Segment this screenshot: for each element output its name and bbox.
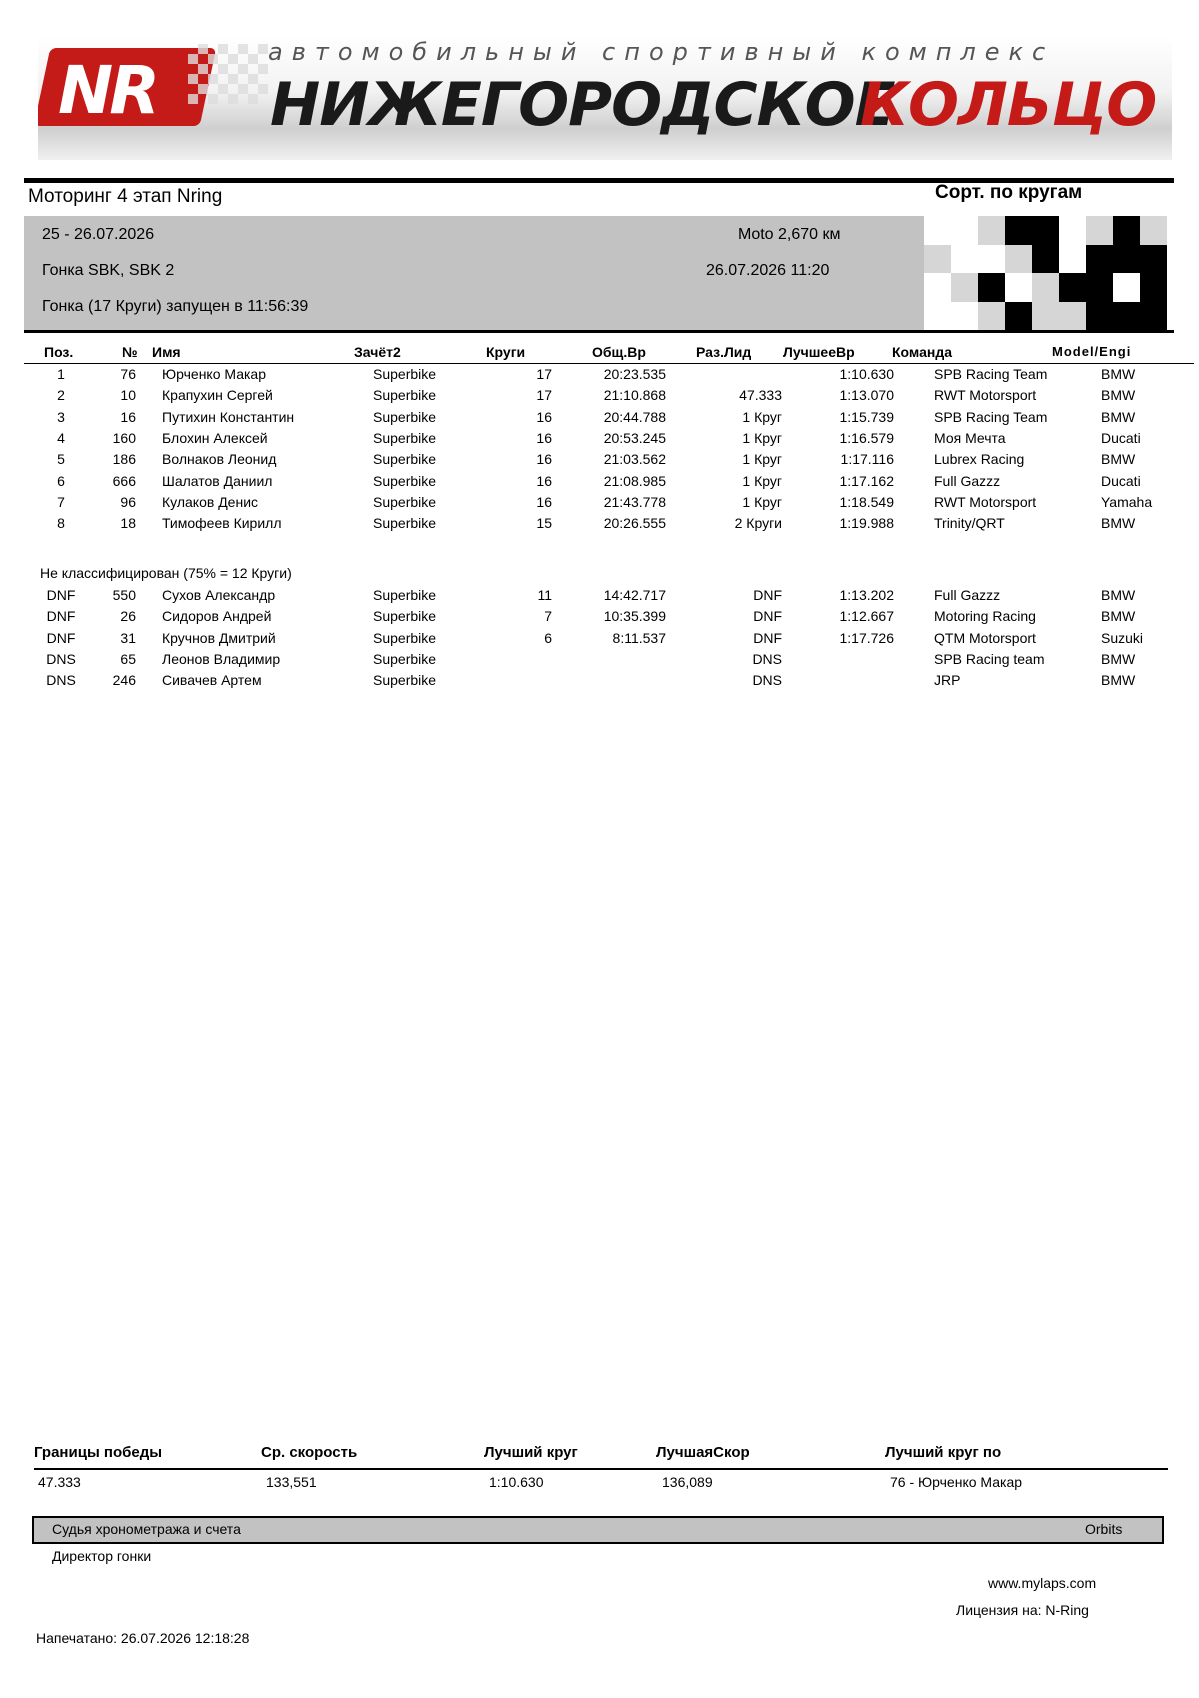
checker-square	[951, 302, 978, 331]
race-datetime: 26.07.2026 11:20	[706, 262, 830, 279]
row-rider-name: Блохин Алексей	[162, 429, 268, 446]
col-header-name: Имя	[152, 344, 181, 360]
row-rider-name: Сивачев Артем	[162, 672, 262, 689]
checker-square	[1032, 216, 1059, 245]
row-best-lap: 1:13.070	[839, 387, 894, 404]
row-laps: 16	[536, 493, 552, 510]
row-pos: DNF	[46, 608, 76, 625]
row-gap: 1 Круг	[742, 451, 782, 468]
logo-mark: NR	[58, 52, 157, 129]
row-make: BMW	[1101, 387, 1136, 404]
row-number: 666	[112, 472, 136, 489]
row-class: Superbike	[373, 451, 437, 468]
row-gap: 1 Круг	[742, 408, 782, 425]
summary-margin: 47.333	[38, 1474, 81, 1490]
checker-square	[951, 216, 978, 245]
row-make: BMW	[1101, 515, 1136, 532]
col-header-total: Общ.Вр	[592, 344, 646, 360]
checker-square	[1113, 273, 1140, 302]
row-class: Superbike	[373, 493, 437, 510]
row-number: 10	[120, 387, 136, 404]
checker-square	[1086, 302, 1113, 331]
track-length: Moto 2,670 км	[738, 226, 841, 243]
row-gap: DNS	[752, 650, 782, 667]
table-header-rule	[24, 363, 1194, 364]
row-class: Superbike	[373, 387, 437, 404]
checker-square	[1140, 273, 1167, 302]
col-header-make: Model/Engi	[1052, 344, 1132, 359]
info-rule	[24, 330, 1174, 333]
license-text: Лицензия на: N-Ring	[956, 1602, 1089, 1618]
timing-system: Orbits	[1085, 1521, 1123, 1537]
row-make: Suzuki	[1101, 629, 1144, 646]
row-rider-name: Сухов Александр	[162, 587, 276, 603]
checker-square	[1059, 302, 1086, 331]
row-rider-name: Кручнов Дмитрий	[162, 629, 276, 646]
row-gap: 1 Круг	[742, 493, 782, 510]
checker-square	[1059, 245, 1086, 274]
row-total-time: 21:43.778	[603, 493, 666, 510]
row-best-lap: 1:16.579	[839, 429, 894, 446]
row-number: 246	[112, 672, 136, 689]
row-pos: 3	[57, 408, 65, 425]
row-laps: 16	[536, 408, 552, 425]
checker-square	[924, 245, 951, 274]
row-pos: DNF	[46, 587, 76, 603]
summary-header-best-speed: ЛучшаяСкор	[656, 1444, 750, 1461]
row-best-lap: 1:17.116	[840, 451, 894, 468]
row-make: Ducati	[1101, 472, 1141, 489]
row-best-lap: 1:17.162	[839, 472, 894, 489]
row-best-lap: 1:17.726	[839, 629, 894, 646]
row-best-lap: 1:15.739	[839, 408, 894, 425]
checker-square	[1032, 302, 1059, 331]
row-number: 18	[120, 515, 136, 532]
summary-best-speed: 136,089	[662, 1474, 713, 1490]
row-rider-name: Тимофеев Кирилл	[162, 515, 282, 532]
row-make: BMW	[1101, 451, 1136, 468]
row-class: Superbike	[373, 366, 437, 382]
row-gap: DNF	[753, 587, 782, 603]
row-best-lap: 1:13.202	[839, 587, 894, 603]
row-number: 550	[112, 587, 136, 603]
race-name: Гонка SBK, SBK 2	[42, 262, 175, 279]
row-laps: 6	[544, 629, 552, 646]
row-best-lap: 1:19.988	[839, 515, 894, 532]
checker-square	[1005, 302, 1032, 331]
row-gap: DNS	[752, 672, 782, 689]
race-director-label: Директор гонки	[52, 1548, 152, 1564]
row-total-time: 20:23.535	[603, 366, 666, 382]
row-total-time: 8:11.537	[612, 629, 666, 646]
row-total-time: 14:42.717	[603, 587, 666, 603]
row-total-time: 20:53.245	[603, 429, 666, 446]
logo-name-red: КОЛЬЦО	[860, 70, 1157, 140]
row-make: BMW	[1101, 608, 1136, 625]
row-team: SPB Racing team	[934, 650, 1045, 667]
row-rider-name: Шалатов Даниил	[162, 472, 273, 489]
row-total-time: 21:10.868	[603, 387, 666, 404]
row-pos: 6	[57, 472, 65, 489]
row-class: Superbike	[373, 629, 437, 646]
row-class: Superbike	[373, 650, 437, 667]
summary-best-lap: 1:10.630	[489, 1474, 544, 1490]
row-team: JRP	[934, 672, 961, 689]
row-rider-name: Волнаков Леонид	[162, 451, 277, 468]
row-pos: DNS	[46, 650, 76, 667]
row-number: 186	[112, 451, 136, 468]
checker-square	[978, 273, 1005, 302]
row-team: Full Gazzz	[934, 587, 1001, 603]
row-laps: 16	[536, 429, 552, 446]
col-header-no: №	[122, 344, 138, 360]
row-class: Superbike	[373, 429, 437, 446]
summary-avg-speed: 133,551	[266, 1474, 317, 1490]
row-pos: 7	[57, 493, 65, 510]
checker-square	[1140, 302, 1167, 331]
row-laps: 15	[536, 515, 552, 532]
row-make: Ducati	[1101, 429, 1141, 446]
logo-name-black: НИЖЕГОРОДСКОЕ	[270, 70, 895, 140]
row-class: Superbike	[373, 587, 437, 603]
row-team: Motoring Racing	[934, 608, 1036, 625]
row-make: BMW	[1101, 587, 1136, 603]
checker-square	[1086, 216, 1113, 245]
row-number: 16	[120, 408, 136, 425]
row-make: BMW	[1101, 366, 1136, 382]
checker-square	[1059, 216, 1086, 245]
summary-rule	[34, 1468, 1168, 1470]
row-gap: 1 Круг	[742, 472, 782, 489]
checker-square	[1032, 273, 1059, 302]
not-classified-label: Не классифицирован (75% = 12 Круги)	[40, 565, 292, 581]
row-rider-name: Сидоров Андрей	[162, 608, 272, 625]
row-team: SPB Racing Team	[934, 366, 1048, 382]
row-number: 65	[120, 650, 136, 667]
logo-tagline: автомобильный спортивный комплекс	[268, 38, 1055, 66]
checker-square	[951, 245, 978, 274]
row-gap: 2 Круги	[734, 515, 782, 532]
row-laps: 17	[536, 366, 552, 382]
checker-square	[951, 273, 978, 302]
row-laps: 7	[544, 608, 552, 625]
checker-square	[924, 273, 951, 302]
row-total-time: 21:08.985	[603, 472, 666, 489]
row-laps: 11	[537, 587, 552, 603]
checkered-flag	[924, 216, 1174, 330]
row-pos: 5	[57, 451, 65, 468]
checker-square	[1113, 302, 1140, 331]
race-start: Гонка (17 Круги) запущен в 11:56:39	[42, 298, 309, 315]
row-class: Superbike	[373, 408, 437, 425]
row-rider-name: Юрченко Макар	[162, 366, 267, 382]
checker-square	[1086, 245, 1113, 274]
checker-square	[924, 302, 951, 331]
event-dates: 25 - 26.07.2026	[42, 226, 155, 243]
website-link[interactable]: www.mylaps.com	[988, 1575, 1097, 1591]
row-best-lap: 1:12.667	[839, 608, 894, 625]
row-make: BMW	[1101, 408, 1136, 425]
event-title: Моторинг 4 этап Nring	[28, 186, 223, 207]
row-gap: DNF	[753, 629, 782, 646]
timing-judge-label: Судья хронометража и счета	[52, 1521, 241, 1537]
row-pos: 8	[57, 515, 65, 532]
checker-square	[1005, 245, 1032, 274]
printed-timestamp: Напечатано: 26.07.2026 12:18:28	[36, 1630, 250, 1646]
row-best-lap: 1:18.549	[839, 493, 894, 510]
checker-square	[1140, 245, 1167, 274]
row-team: Full Gazzz	[934, 472, 1001, 489]
summary-header-best-lap: Лучший круг	[484, 1444, 578, 1461]
row-class: Superbike	[373, 672, 437, 689]
row-team: Lubrex Racing	[934, 451, 1025, 468]
row-total-time: 20:44.788	[603, 408, 666, 425]
row-team: RWT Motorsport	[934, 493, 1037, 510]
row-class: Superbike	[373, 472, 437, 489]
summary-header-margin: Границы победы	[34, 1444, 163, 1461]
col-header-team: Команда	[892, 344, 952, 360]
row-total-time: 10:35.399	[603, 608, 666, 625]
row-rider-name: Леонов Владимир	[162, 650, 281, 667]
row-rider-name: Кулаков Денис	[162, 493, 259, 510]
row-laps: 17	[536, 387, 552, 404]
row-make: BMW	[1101, 672, 1136, 689]
checker-square	[1113, 245, 1140, 274]
logo-checkered-flag	[188, 44, 268, 104]
row-gap: DNF	[753, 608, 782, 625]
logo-banner	[38, 36, 1172, 160]
row-pos: 2	[57, 387, 65, 404]
row-rider-name: Путихин Константин	[162, 408, 295, 425]
checker-square	[924, 216, 951, 245]
checker-square	[1005, 273, 1032, 302]
checker-square	[1059, 273, 1086, 302]
row-class: Superbike	[373, 608, 437, 625]
row-gap: 47.333	[739, 387, 782, 404]
summary-best-lap-by: 76 - Юрченко Макар	[890, 1474, 1023, 1490]
row-number: 160	[112, 429, 136, 446]
row-laps: 16	[536, 451, 552, 468]
row-number: 26	[120, 608, 136, 625]
row-make: BMW	[1101, 650, 1136, 667]
row-gap: 1 Круг	[742, 429, 782, 446]
summary-header-avg-speed: Ср. скорость	[261, 1444, 358, 1461]
row-pos: DNF	[46, 629, 76, 646]
checker-square	[1086, 273, 1113, 302]
row-pos: 1	[57, 366, 65, 382]
col-header-pos: Поз.	[44, 344, 74, 360]
col-header-laps: Круги	[486, 344, 526, 360]
row-team: RWT Motorsport	[934, 387, 1037, 404]
row-number: 96	[120, 493, 136, 510]
row-total-time: 20:26.555	[603, 515, 666, 532]
col-header-gap: Раз.Лид	[696, 344, 752, 360]
row-team: Trinity/QRT	[934, 515, 1005, 532]
row-rider-name: Крапухин Сергей	[162, 387, 273, 404]
checker-square	[1032, 245, 1059, 274]
row-best-lap: 1:10.630	[839, 366, 894, 382]
checker-square	[978, 302, 1005, 331]
row-laps: 16	[536, 472, 552, 489]
summary-header-best-lap-by: Лучший круг по	[885, 1444, 1002, 1461]
row-team: QTM Motorsport	[934, 629, 1036, 646]
row-team: SPB Racing Team	[934, 408, 1048, 425]
row-total-time: 21:03.562	[603, 451, 666, 468]
row-number: 31	[120, 629, 136, 646]
col-header-class: Зачёт2	[354, 344, 401, 360]
checker-square	[978, 245, 1005, 274]
row-number: 76	[120, 366, 136, 382]
row-make: Yamaha	[1101, 493, 1153, 510]
col-header-best: ЛучшееВр	[783, 344, 855, 360]
row-pos: DNS	[46, 672, 76, 689]
sort-label: Сорт. по кругам	[935, 182, 1083, 203]
checker-square	[1113, 216, 1140, 245]
checker-square	[1140, 216, 1167, 245]
row-team: Моя Мечта	[934, 429, 1006, 446]
checker-square	[1005, 216, 1032, 245]
checker-square	[978, 216, 1005, 245]
row-pos: 4	[57, 429, 65, 446]
row-class: Superbike	[373, 515, 437, 532]
